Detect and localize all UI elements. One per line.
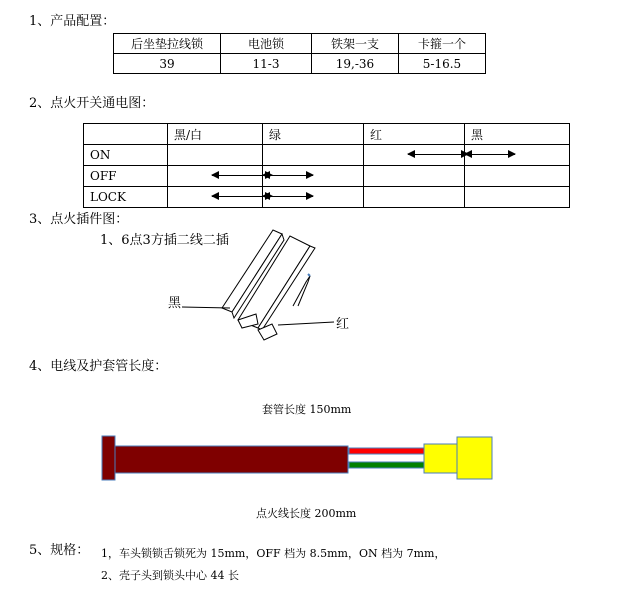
table-cell: 5-16.5 <box>399 54 486 74</box>
table-cell: 11-3 <box>221 54 312 74</box>
section-4-heading: 4、电线及护套管长度： <box>29 359 168 374</box>
table-cell <box>263 187 364 208</box>
section-2-heading: 2、点火开关通电图： <box>29 96 155 111</box>
table-row <box>84 145 570 166</box>
table-row <box>84 124 570 145</box>
table-header-cell: 后坐垫拉线锁 <box>114 34 221 54</box>
connection-arrow-end <box>263 175 313 176</box>
table-cell <box>465 187 570 208</box>
section-1-heading: 1、产品配置： <box>29 14 116 29</box>
table-row <box>114 54 486 74</box>
connection-arrow-end <box>465 154 515 155</box>
connection-arrow-end <box>263 196 313 197</box>
cable-diagram <box>98 433 498 485</box>
connection-arrow <box>408 154 468 155</box>
switch-table <box>83 123 570 208</box>
table-header-cell: 电池锁 <box>221 34 312 54</box>
table-cell <box>168 166 263 187</box>
table-header-cell <box>84 124 168 145</box>
plug-black-label: 黑 <box>168 296 182 311</box>
table-row <box>84 166 570 187</box>
spec-line-1: 1，车头锁锁舌锁死为 15mm，OFF 档为 8.5mm，ON 档为 7mm， <box>101 547 446 560</box>
table-cell: 39 <box>114 54 221 74</box>
table-header-cell: 卡箍一个 <box>399 34 486 54</box>
plug-red-label: 红 <box>336 317 350 332</box>
config-table <box>113 33 486 74</box>
red-leader-line <box>278 322 334 325</box>
row-label: OFF <box>84 166 168 187</box>
table-cell <box>168 187 263 208</box>
table-header-cell: 绿 <box>263 124 364 145</box>
table-cell <box>465 166 570 187</box>
small-connector <box>424 444 457 473</box>
table-row <box>84 187 570 208</box>
green-wire <box>349 462 424 468</box>
table-row <box>114 34 486 54</box>
wire-length-label: 点火线长度 200mm <box>256 507 357 520</box>
table-header-cell: 黑/白 <box>168 124 263 145</box>
table-cell <box>364 166 465 187</box>
section-5-heading: 5、规格： <box>29 543 90 558</box>
sleeve-end-cap <box>102 436 115 480</box>
table-cell <box>364 187 465 208</box>
row-label: LOCK <box>84 187 168 208</box>
sleeve-tube <box>115 446 348 473</box>
table-cell <box>263 166 364 187</box>
large-connector <box>457 437 492 479</box>
sleeve-length-label: 套管长度 150mm <box>262 403 352 416</box>
table-header-cell: 黑 <box>465 124 570 145</box>
table-cell <box>263 145 364 166</box>
table-header-cell: 铁架一支 <box>312 34 399 54</box>
spec-line-2: 2、壳子头到锁头中心 44 长 <box>101 569 239 582</box>
table-header-cell: 红 <box>364 124 465 145</box>
table-cell <box>465 145 570 166</box>
table-cell: 19,-36 <box>312 54 399 74</box>
table-cell <box>364 145 465 166</box>
row-label: ON <box>84 145 168 166</box>
red-wire <box>349 448 424 454</box>
plug-subtitle: 1、6点3方插二线二插 <box>100 233 229 248</box>
table-cell <box>168 145 263 166</box>
section-3-heading: 3、点火插件图： <box>29 212 129 227</box>
